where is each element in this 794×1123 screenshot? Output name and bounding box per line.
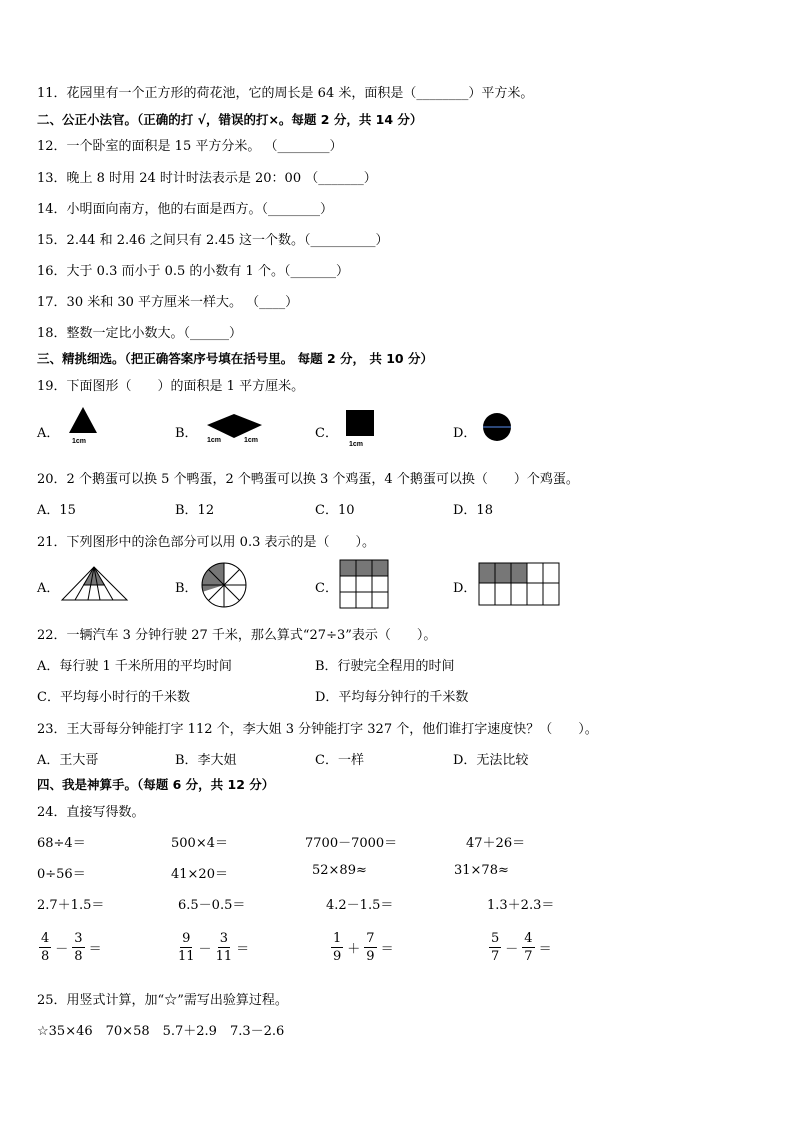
q24-row2-item4: 31×78≈ — [454, 863, 509, 878]
fraction-operator: － — [505, 942, 519, 957]
q19-circle-figure — [480, 410, 514, 444]
q17: 17．30 米和 30 平方厘米一样大。 （____） — [37, 295, 299, 310]
q19-triangle-figure — [66, 405, 100, 447]
q24-fraction-expr-4 — [489, 930, 552, 965]
q14: 14．小明面向南方，他的右面是西方。（________） — [37, 202, 334, 217]
q12: 12．一个卧室的面积是 15 平方分米。 （________） — [37, 139, 343, 154]
q20: 20．2 个鹅蛋可以换 5 个鸭蛋，2 个鸭蛋可以换 3 个鸡蛋，4 个鹅蛋可以换（ ）个鸡蛋。 — [37, 472, 579, 487]
q24-fraction-expr-3 — [331, 930, 394, 965]
fraction-equals: ＝ — [380, 942, 394, 957]
section-2-heading: 二、公正小法官。（正确的打 √，错误的打×。每题 2 分，共 14 分） — [37, 112, 423, 127]
fraction-denominator: 11 — [215, 949, 233, 964]
fraction-numerator: 4 — [524, 931, 533, 946]
q20-option-b: B．12 — [175, 503, 215, 518]
fraction-denominator: 9 — [366, 949, 375, 964]
q19-parallelogram-caption-left: 1cm — [207, 437, 222, 444]
q21-option-b: B． — [175, 581, 198, 596]
q13: 13．晚上 8 时用 24 时计时法表示是 20：00 （_______） — [37, 171, 377, 186]
q23-option-b: B．李大姐 — [175, 753, 237, 768]
q11: 11．花园里有一个正方形的荷花池，它的周长是 64 米，面积是（________）平方米。 — [37, 86, 534, 101]
q19-option-b: B． — [175, 426, 198, 441]
q24-fraction-expr-1 — [39, 930, 102, 965]
q22: 22．一辆汽车 3 分钟行驶 27 千米，那么算式“27÷3”表示（ ）。 — [37, 628, 437, 643]
fraction-equals: ＝ — [538, 942, 552, 957]
q19-parallelogram-caption-right: 1cm — [244, 437, 259, 444]
q24-row3-item2: 6.5－0.5＝ — [178, 898, 246, 913]
fraction-operator: ＋ — [347, 942, 361, 957]
fraction-numerator: 9 — [182, 931, 191, 946]
q21-triangle-figure — [60, 565, 130, 603]
q21-option-a: A． — [37, 581, 60, 596]
q15: 15．2.44 和 2.46 之间只有 2.45 这一个数。（__________） — [37, 233, 389, 248]
q25-items: ☆35×46 70×58 5.7＋2.9 7.3－2.6 — [37, 1024, 285, 1039]
fraction-denominator: 7 — [524, 949, 533, 964]
q19-option-a: A． — [37, 426, 60, 441]
q22-option-b: B．行驶完全程用的时间 — [315, 659, 455, 674]
q24-row3-item1: 2.7＋1.5＝ — [37, 898, 105, 913]
q24-row2-item2: 41×20＝ — [171, 867, 228, 882]
fraction-denominator: 8 — [74, 949, 83, 964]
fraction-denominator: 7 — [491, 949, 500, 964]
fraction-equals: ＝ — [236, 942, 250, 957]
q23: 23．王大哥每分钟能打字 112 个，李大姐 3 分钟能打字 327 个，他们谁打字速度快？（ ）。 — [37, 722, 598, 737]
q24: 24．直接写得数。 — [37, 805, 145, 820]
section-4-heading: 四、我是神算手。（每题 6 分，共 12 分） — [37, 777, 275, 792]
fraction-numerator: 3 — [219, 931, 228, 946]
q18: 18．整数一定比小数大。（______） — [37, 326, 243, 341]
q24-row3-item3: 4.2－1.5＝ — [326, 898, 394, 913]
fraction-operator: － — [55, 942, 69, 957]
q19-parallelogram-figure — [204, 410, 268, 444]
q19-option-d: D． — [453, 426, 477, 441]
fraction-operator: － — [198, 942, 212, 957]
q21-option-c: C． — [315, 581, 338, 596]
q23-option-a: A．王大哥 — [37, 753, 99, 768]
fraction-denominator: 8 — [41, 949, 50, 964]
q20-option-d: D．18 — [453, 503, 493, 518]
q21-circle-figure — [200, 561, 248, 609]
q23-option-c: C．一样 — [315, 753, 364, 768]
q20-option-a: A．15 — [37, 503, 76, 518]
q22-option-d: D．平均每分钟行的千米数 — [315, 690, 469, 705]
q21-option-d: D． — [453, 581, 477, 596]
q24-row3-item4: 1.3＋2.3＝ — [487, 898, 555, 913]
q24-row2-item3: 52×89≈ — [312, 863, 367, 878]
q16: 16．大于 0.3 而小于 0.5 的小数有 1 个。（_______） — [37, 264, 349, 279]
fraction-numerator: 7 — [366, 931, 375, 946]
q21-grid-figure — [339, 559, 389, 609]
q25: 25．用竖式计算，加“☆”需写出验算过程。 — [37, 993, 288, 1008]
fraction-numerator: 3 — [74, 931, 83, 946]
fraction-equals: ＝ — [88, 942, 102, 957]
q23-option-d: D．无法比较 — [453, 753, 529, 768]
q19: 19．下面图形（ ）的面积是 1 平方厘米。 — [37, 379, 305, 394]
q24-row2-item1: 0÷56＝ — [37, 867, 86, 882]
q19-square-figure — [343, 408, 377, 450]
fraction-denominator: 11 — [178, 949, 195, 964]
q21: 21．下列图形中的涂色部分可以用 0.3 表示的是（ ）。 — [37, 535, 375, 550]
q24-row1-item4: 47＋26＝ — [466, 836, 526, 851]
q19-option-c: C． — [315, 426, 338, 441]
q22-option-c: C．平均每小时行的千米数 — [37, 690, 190, 705]
fraction-numerator: 4 — [41, 931, 50, 946]
q19-triangle-caption: 1cm — [72, 438, 87, 445]
fraction-numerator: 1 — [333, 931, 342, 946]
q21-strip-figure — [478, 562, 560, 606]
q24-row1-item2: 500×4＝ — [171, 836, 228, 851]
q22-option-a: A．每行驶 1 千米所用的平均时间 — [37, 659, 232, 674]
fraction-denominator: 9 — [333, 949, 342, 964]
q24-fraction-expr-2 — [178, 930, 249, 965]
q19-square-caption: 1cm — [349, 441, 364, 448]
q24-row1-item1: 68÷4＝ — [37, 836, 86, 851]
fraction-numerator: 5 — [491, 931, 500, 946]
q20-option-c: C．10 — [315, 503, 355, 518]
section-3-heading: 三、精挑细选。（把正确答案序号填在括号里。 每题 2 分， 共 10 分） — [37, 351, 433, 366]
q24-row1-item3: 7700－7000＝ — [305, 836, 398, 851]
